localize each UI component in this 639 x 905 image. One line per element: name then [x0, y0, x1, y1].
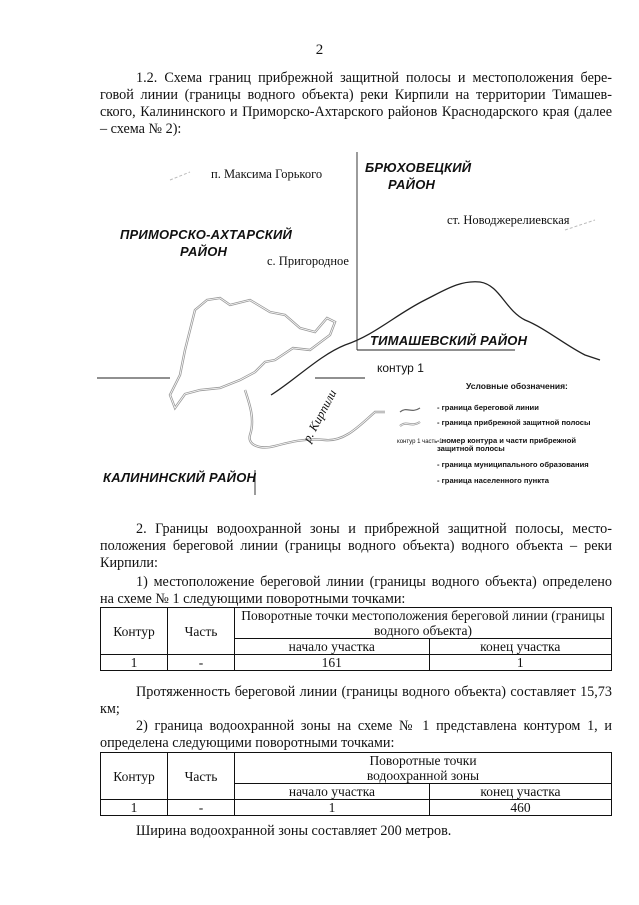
- legend-item-strip: - граница прибрежной защитной полосы: [437, 418, 591, 427]
- legend-item-shore: - граница береговой линии: [437, 403, 539, 412]
- t2-header-points-line1: Поворотные точки: [369, 753, 477, 768]
- t2-header-points: [235, 753, 612, 784]
- legend-item-settlement: - граница населенного пункта: [437, 476, 549, 485]
- t2-header-points-line2: водоохранной зоны: [366, 768, 480, 783]
- label-kalininsky: КАЛИНИНСКИЙ РАЙОН: [103, 470, 257, 485]
- intro-rest: говой линии (границы водного объекта) реки Кирпили на территории Тимашевского, Калининского и Приморско-Ахтарского районов Краснодарского края (далее – схема № 2):: [100, 87, 612, 137]
- t2-header-contour: Контур: [101, 753, 168, 800]
- legend-symbol-shore: [400, 408, 420, 412]
- t2-cell-part: -: [168, 800, 235, 816]
- t1-header-contour: Контур: [101, 608, 168, 655]
- t2-cell-contour: 1: [101, 800, 168, 816]
- section2-para1: 2. Границы водоохранной зоны и прибрежной защитной полосы, местоположения береговой линии (границы водного объекта) водного объекта – реки Кирпили:: [100, 521, 612, 571]
- t1-cell-end: 1: [429, 655, 612, 671]
- t1-header-points: Поворотные точки местоположения береговой линии (границы водного объекта): [235, 608, 612, 639]
- legend-item-contour: - номер контура и части прибрежной защитной полосы: [437, 436, 577, 453]
- page-number: 2: [315, 42, 324, 58]
- section2-para2: 1) местоположение береговой линии (границы водного объекта) определено на схеме № 1 следующими поворотными точками:: [100, 574, 612, 607]
- label-bryukhovetsky-line1: БРЮХОВЕЦКИЙ: [365, 160, 472, 175]
- table-waterzone-points: [100, 752, 612, 816]
- settlement-boundary-1: [170, 172, 190, 180]
- label-bryukhovetsky-line2: РАЙОН: [388, 177, 436, 192]
- t1-cell-part: -: [168, 655, 235, 671]
- shoreline-length: Протяженность береговой линии (границы водного объекта) составляет 15,73 км;: [100, 684, 612, 717]
- section2-para3: 2) граница водоохранной зоны на схеме № 1 представлена контуром 1, и определена следующими поворотными точками:: [100, 718, 612, 751]
- label-novodzhereli: ст. Новоджерелиевская: [447, 213, 570, 227]
- t1-header-start: начало участка: [235, 639, 430, 655]
- label-river: р. Кирпили: [300, 387, 340, 445]
- t1-cell-start: 161: [235, 655, 430, 671]
- t2-header-part: Часть: [168, 753, 235, 800]
- t2-cell-end: 460: [429, 800, 611, 816]
- t2-header-end: конец участка: [429, 784, 611, 800]
- waterzone-width: Ширина водоохранной зоны составляет 200 метров.: [136, 823, 452, 839]
- label-primorsko-line1: ПРИМОРСКО-АХТАРСКИЙ: [120, 227, 293, 242]
- label-contour-1: контур 1: [377, 361, 424, 375]
- intro-line-1: 1.2. Схема границ прибрежной защитной полосы и местоположения бере-: [136, 70, 612, 86]
- legend-item-municipal: - граница муниципального образования: [437, 460, 589, 469]
- label-primorsko-line2: РАЙОН: [180, 244, 228, 259]
- label-gorkogo: п. Максима Горького: [211, 167, 323, 181]
- table-shoreline-points: [100, 607, 612, 671]
- legend-contour-code: контур 1 часть 1: [397, 439, 443, 445]
- t1-header-end: конец участка: [429, 639, 612, 655]
- t1-header-part: Часть: [168, 608, 235, 655]
- label-timashevsky: ТИМАШЕВСКИЙ РАЙОН: [370, 333, 528, 348]
- t1-cell-contour: 1: [101, 655, 168, 671]
- intro-paragraph: [100, 70, 612, 138]
- t2-cell-start: 1: [235, 800, 430, 816]
- legend-title: Условные обозначения:: [466, 381, 568, 391]
- table-row: [101, 655, 612, 671]
- table-row: [101, 800, 612, 816]
- label-prigorodnoe: с. Пригородное: [267, 254, 349, 268]
- t2-header-start: начало участка: [235, 784, 430, 800]
